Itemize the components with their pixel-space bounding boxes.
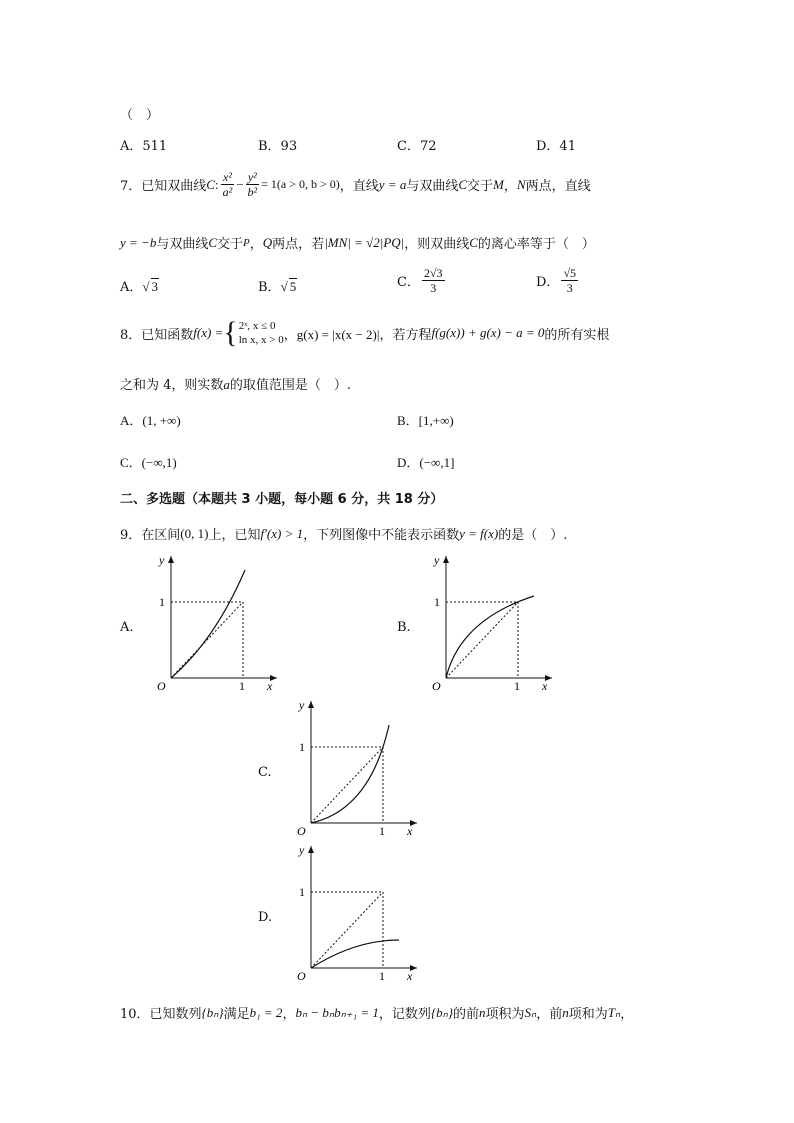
- q9-interval: (0, 1): [180, 525, 209, 541]
- q7-option-a-value: 3: [151, 279, 159, 294]
- q7-line2-eq: y = −b: [120, 234, 157, 250]
- q10-seq: {bₙ}: [201, 1004, 224, 1020]
- y-label: y: [299, 698, 305, 712]
- q8-equation: f(g(x)) + g(x) − a = 0: [431, 325, 545, 340]
- curve-c: C: [206, 176, 215, 192]
- q10-text-f: 项积为: [485, 1007, 525, 1022]
- graph-c: [285, 695, 425, 840]
- dashed-diagonal: [311, 892, 383, 968]
- q10-text-g: ，前: [536, 1007, 563, 1022]
- q7-option-d-prefix: D．: [536, 275, 560, 290]
- graph-a: [145, 550, 285, 695]
- q8-line-2: [120, 374, 351, 393]
- q8-var-a: a: [223, 377, 230, 392]
- frac-y-num: y²: [247, 170, 257, 184]
- q10-tn: Tₙ: [607, 1004, 621, 1020]
- origin-label: O: [432, 679, 441, 693]
- q9-line-1: [120, 524, 567, 543]
- q10-text-d: ，记数列: [378, 1007, 431, 1022]
- q8-number: 8．已知函数: [120, 327, 194, 343]
- q7-option-c: [397, 266, 447, 295]
- q7-option-a: A．√ 3: [120, 279, 159, 295]
- q8-text-a: ，若方程: [379, 327, 432, 343]
- q10-n2: n: [562, 1004, 569, 1020]
- q7-option-d: [536, 266, 580, 295]
- y-arrow-icon: [168, 556, 174, 563]
- point-q: Q: [262, 234, 273, 250]
- origin-label: O: [297, 824, 306, 838]
- x-tick: 1: [379, 969, 385, 983]
- graph-b-label: B.: [397, 620, 411, 635]
- q6-option-c: C．72: [397, 139, 437, 154]
- q7-frac-y: [246, 170, 260, 199]
- curve: [311, 940, 399, 968]
- q7-text-i: 两点，若: [272, 237, 325, 252]
- q7-text-f: 与双曲线: [156, 237, 209, 252]
- q8-line-1: [120, 318, 609, 348]
- curve-c-4: C: [469, 234, 478, 250]
- q7-text-b: 与双曲线: [406, 179, 459, 194]
- q10-text-e: 的前: [453, 1007, 480, 1022]
- q7-text-k: 的离心率等于（ ）: [477, 237, 595, 252]
- q7-option-d-num: √5: [563, 266, 577, 280]
- q9-text-b: 上，已知: [208, 528, 261, 543]
- q10-text-c: ，: [282, 1007, 296, 1022]
- origin-label: O: [297, 969, 306, 983]
- x-tick: 1: [239, 679, 245, 693]
- answer-paren: （ ）: [120, 108, 160, 123]
- x-label: x: [542, 679, 548, 693]
- q9-func: y = f(x): [459, 525, 499, 541]
- x-label: x: [267, 679, 273, 693]
- y-tick: 1: [159, 595, 165, 609]
- q8-option-b: B．[1,+∞): [397, 413, 454, 428]
- y-label: y: [159, 553, 165, 567]
- q7-condition: |MN| = √2|PQ|: [324, 234, 405, 250]
- q8-text-b: 的所有实根: [544, 327, 610, 343]
- frac-x-den: a²: [222, 185, 233, 199]
- y-arrow-icon: [308, 701, 314, 708]
- q7-eq-tail: = 1(a > 0, b > 0): [261, 177, 340, 191]
- curve-c-3: C: [208, 234, 218, 250]
- section-heading: 二、多选题（本题共 3 小题，每小题 6 分，共 18 分）: [120, 492, 444, 507]
- q10-text-b: 满足: [223, 1007, 250, 1022]
- q7-text-a: ，直线: [339, 179, 379, 194]
- q6-option-a: A．511: [120, 139, 168, 154]
- q7-text-d: ，: [503, 179, 517, 194]
- graph-d: [285, 840, 425, 985]
- curve: [311, 725, 389, 823]
- curve-c-2: C: [458, 176, 468, 192]
- q8-case-1: 2ˣ, x ≤ 0: [238, 320, 276, 332]
- q10-text-a: 10．已知数列: [120, 1007, 202, 1022]
- dashed-diagonal: [446, 602, 518, 678]
- y-label: y: [299, 843, 305, 857]
- q10-cond1: b₁ = 2: [249, 1004, 283, 1020]
- x-label: x: [407, 969, 413, 983]
- q10-seq2: {bₙ}: [430, 1004, 454, 1020]
- q7-option-c-den: 3: [430, 281, 437, 295]
- graph-a-label: A.: [120, 620, 134, 635]
- point-n: N: [516, 176, 526, 192]
- y-tick: 1: [299, 885, 305, 899]
- y-label: y: [434, 553, 440, 567]
- q7-option-c-num: 2√3: [423, 266, 443, 280]
- graph-d-label: D.: [258, 910, 273, 925]
- q8-option-d: D．(−∞,1]: [397, 455, 455, 470]
- q7-option-d-den: 3: [566, 281, 573, 295]
- point-m: M: [493, 176, 504, 192]
- y-tick: 1: [299, 740, 305, 754]
- q8-gx: ，g(x) = |x(x − 2)|: [283, 326, 380, 342]
- x-label: x: [407, 824, 413, 838]
- q7-text-c: 交于: [467, 179, 494, 194]
- q8-option-a: A．(1, +∞): [120, 413, 181, 428]
- frac-x-num: x²: [222, 170, 232, 184]
- y-tick: 1: [434, 595, 440, 609]
- curve: [446, 596, 534, 678]
- q7-text-h: ，: [249, 237, 263, 252]
- q7-line-1: 7．已知双曲线 C : $\frac{\text{x²}}{\text{a²}}$ − $\frac{\text{y²}}{\text{b²}}$ = 1(a > 0, b > 0) ，直线 y = a 与双曲线 C 交于 M ， N 两点，直线: [120, 170, 591, 199]
- q10-text-h: 项和为: [568, 1007, 608, 1022]
- q8-piecewise: { 2ˣ, x ≤ 0 ln x, x > 0: [223, 316, 284, 349]
- q10-sn: Sₙ: [524, 1004, 537, 1020]
- q7-line-2: [120, 233, 595, 252]
- q10-n1: n: [479, 1004, 486, 1020]
- q10-text-i: ，: [620, 1007, 634, 1022]
- q8-line2: 之和为 4，则实数: [120, 378, 224, 393]
- q9-condition: f′(x) > 1: [260, 525, 304, 541]
- q7-text-e: 两点，直线: [525, 179, 591, 194]
- dashed-diagonal: [171, 602, 243, 678]
- q8-case-2: ln x, x > 0: [238, 334, 284, 346]
- q7-option-c-prefix: C．: [397, 275, 420, 290]
- q7-text-j: ，则双曲线: [404, 237, 470, 252]
- graph-b: [420, 550, 560, 695]
- q7-frac-x: [221, 170, 235, 199]
- q10-line-1: [120, 1003, 633, 1022]
- q7-option-a-prefix: A．: [120, 280, 143, 295]
- origin-label: O: [157, 679, 166, 693]
- frac-y-den: b²: [247, 185, 258, 199]
- q8-fx: f(x) =: [193, 325, 224, 340]
- x-tick: 1: [379, 824, 385, 838]
- point-p: P: [243, 236, 250, 249]
- q7-text-g: 交于: [217, 237, 244, 252]
- q7-number: 7．已知双曲线: [120, 179, 207, 194]
- x-tick: 1: [514, 679, 520, 693]
- q9-text-d: 的是（ ）.: [498, 528, 568, 543]
- q6-option-b: B．93: [258, 139, 298, 154]
- q7-line-eq: y = a: [378, 176, 407, 192]
- dashed-diagonal: [311, 747, 383, 823]
- q7-option-b: B．√ 5: [258, 279, 297, 295]
- q7-option-b-prefix: B．: [258, 280, 281, 295]
- q7-option-b-value: 5: [289, 279, 297, 294]
- q6-option-d: D．41: [536, 139, 576, 154]
- q10-cond2: bₙ − bₙbₙ₊₁ = 1: [295, 1004, 379, 1020]
- q9-text-a: 9．在区间: [120, 528, 181, 543]
- y-arrow-icon: [443, 556, 449, 563]
- q8-option-c: C．(−∞,1): [120, 455, 177, 470]
- y-arrow-icon: [308, 846, 314, 853]
- q9-text-c: ，下列图像中不能表示函数: [303, 528, 460, 543]
- curve: [171, 570, 245, 678]
- q8-line2-tail: 的取值范围是（ ）.: [229, 378, 352, 393]
- graph-c-label: C.: [258, 765, 272, 780]
